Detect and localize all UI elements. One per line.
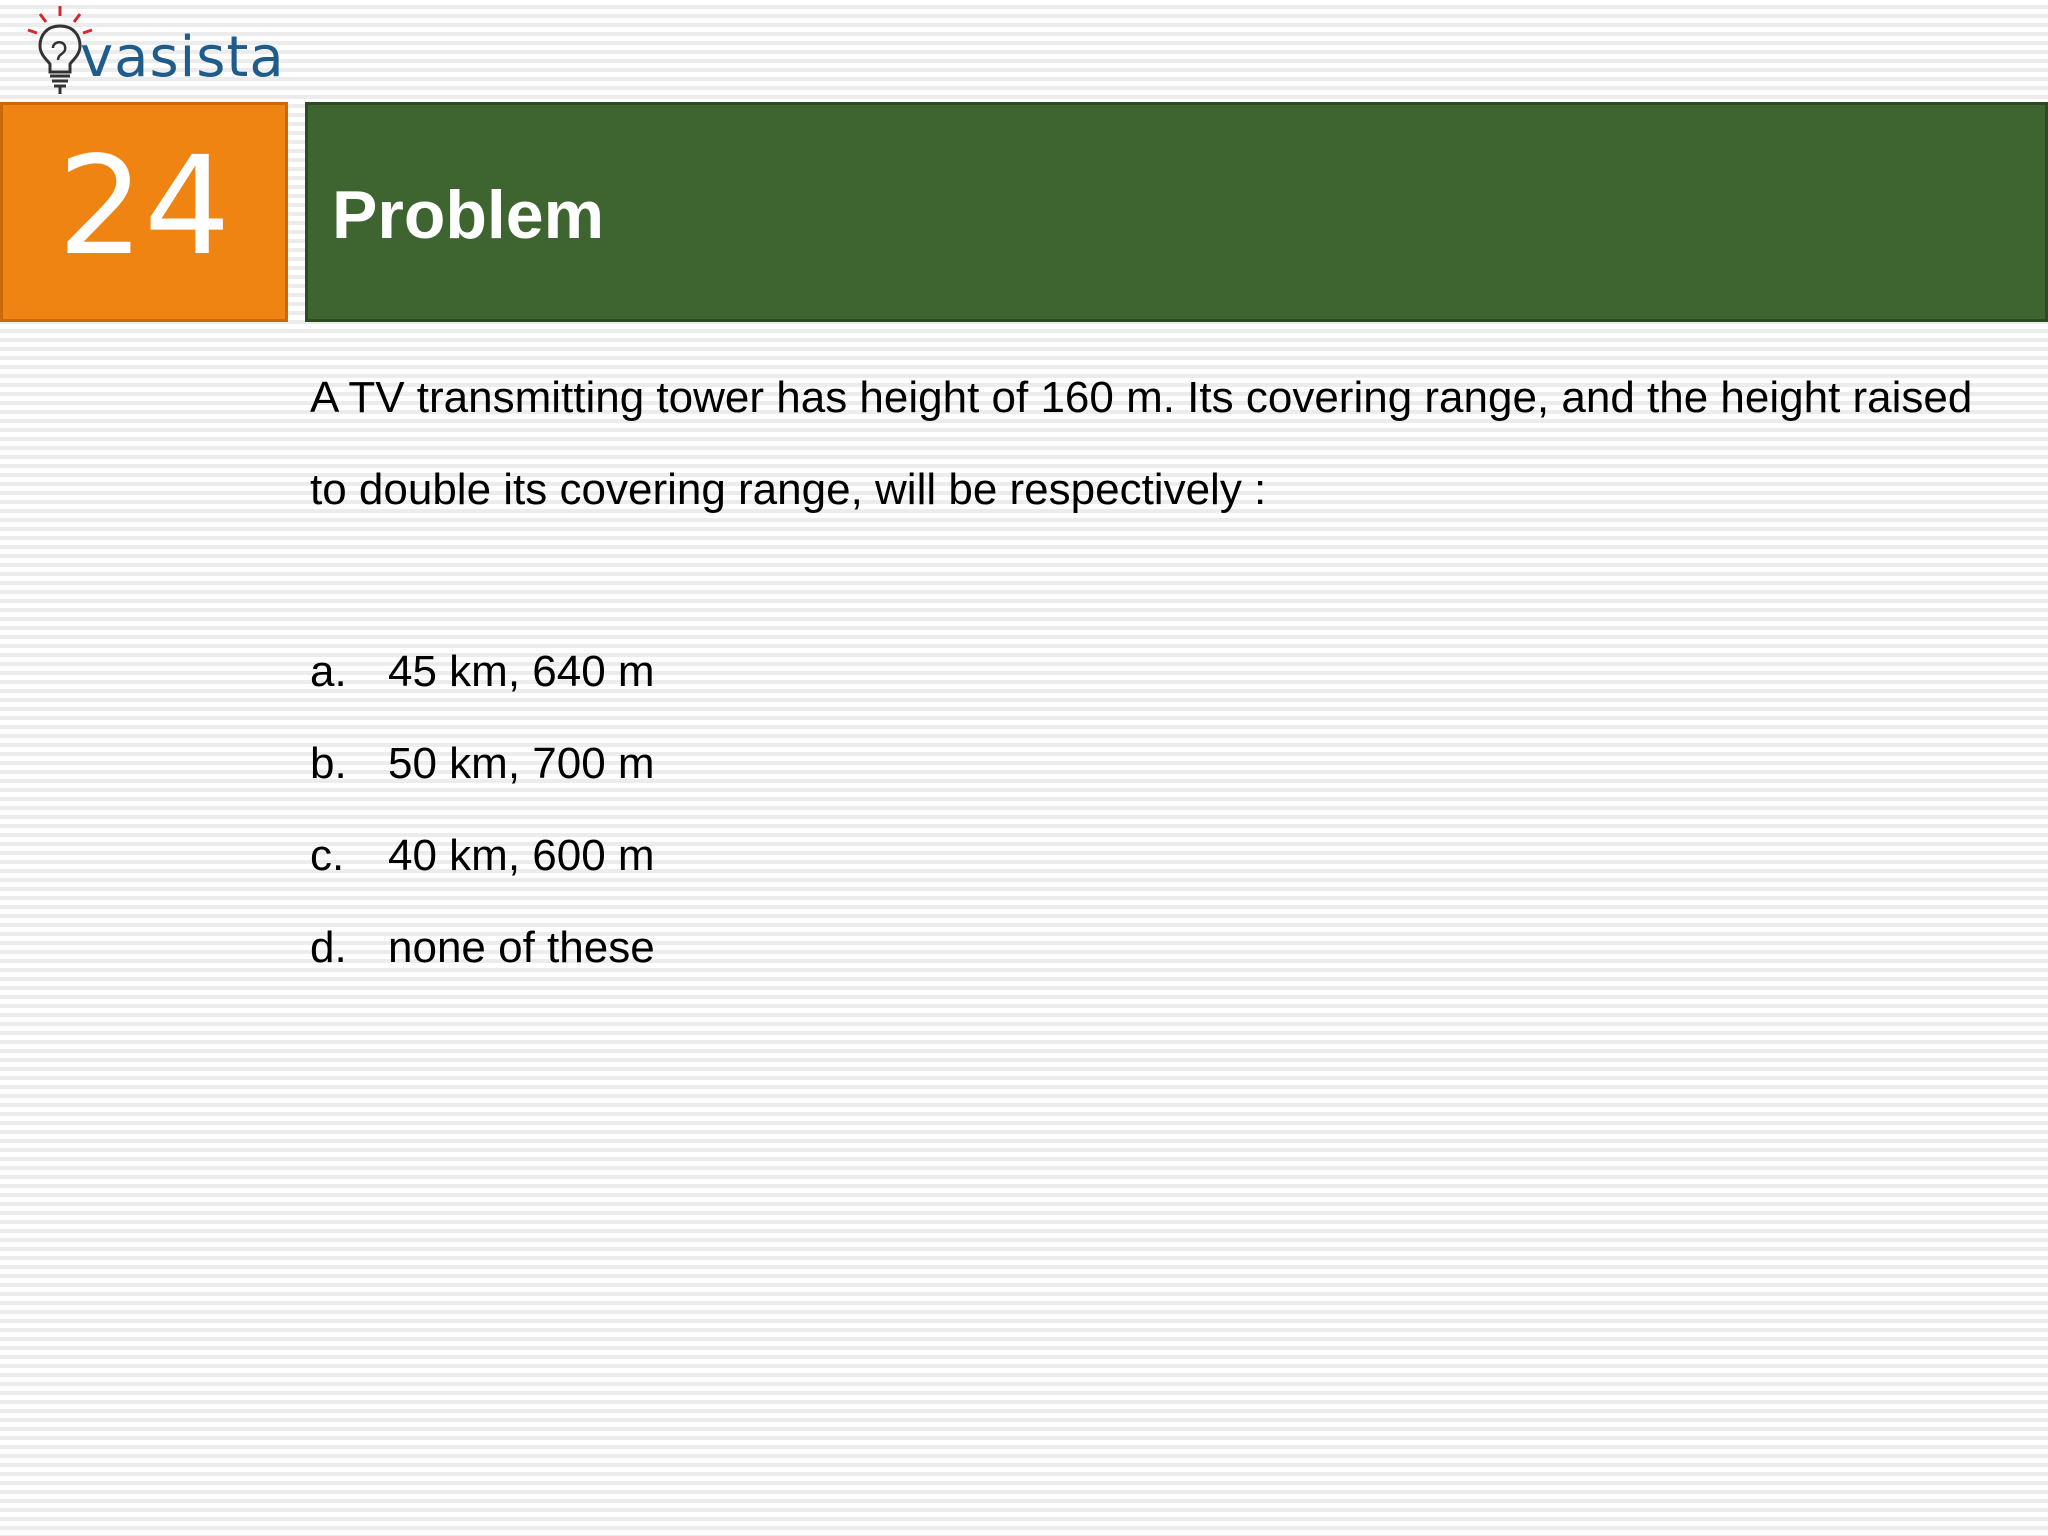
option-c	[310, 810, 2010, 902]
option-text: 50 km, 700 m	[388, 739, 655, 788]
slide-number: 24	[57, 128, 231, 286]
option-d	[310, 902, 2010, 994]
option-text: none of these	[388, 923, 655, 972]
option-letter: a.	[310, 647, 347, 696]
option-text: 45 km, 640 m	[388, 647, 655, 696]
option-b	[310, 718, 2010, 810]
question-text: A TV transmitting tower has height of 160 m. Its covering range, and the height raised to double its covering range, will be respectively :	[310, 373, 1973, 514]
logo-text: vasista	[80, 25, 285, 90]
option-letter: d.	[310, 923, 347, 972]
logo	[20, 4, 290, 96]
options-list	[310, 626, 2010, 994]
option-letter: c.	[310, 831, 345, 880]
option-letter: b.	[310, 739, 347, 788]
slide-number-box	[0, 102, 288, 322]
content-area	[310, 352, 2010, 994]
option-a	[310, 626, 2010, 718]
slide-title: Problem	[332, 177, 605, 253]
option-text: 40 km, 600 m	[388, 831, 655, 880]
title-bar	[305, 102, 2048, 322]
